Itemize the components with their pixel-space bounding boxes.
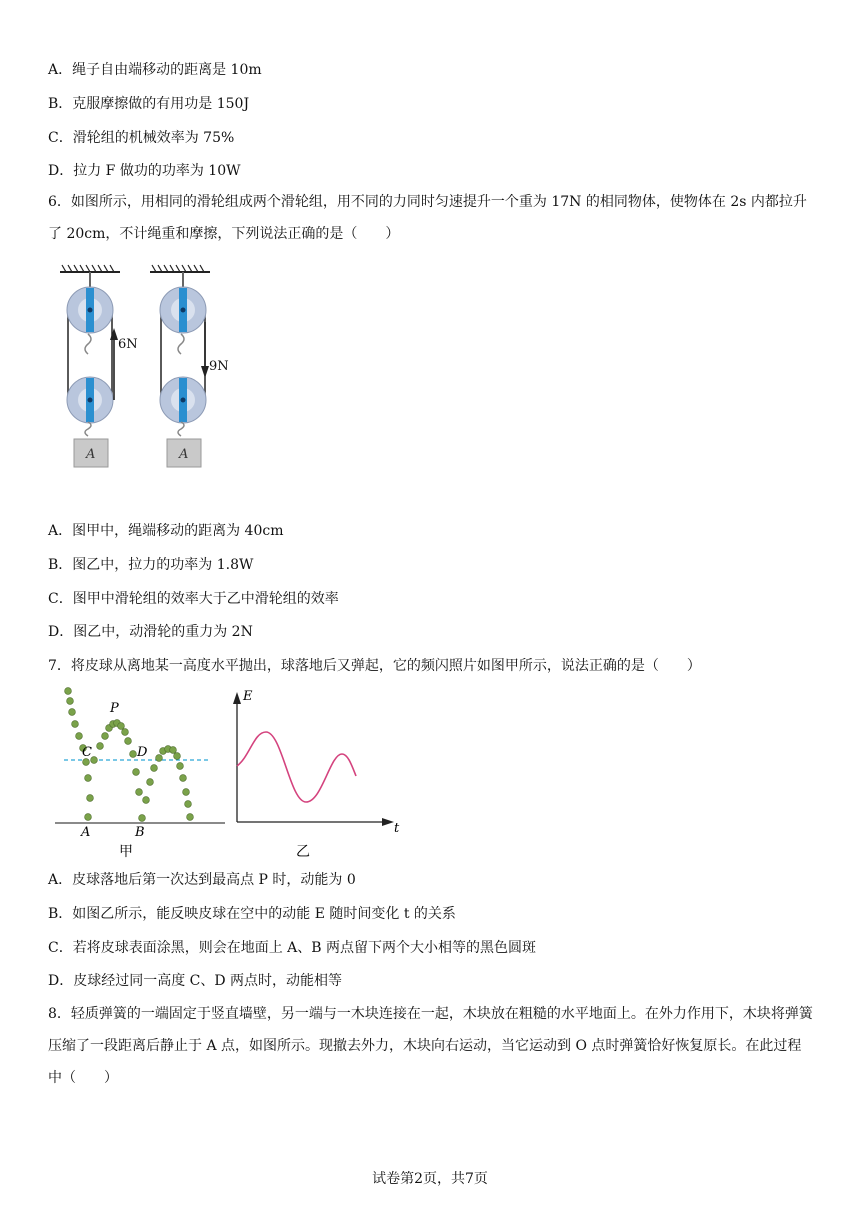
q7-figure xyxy=(50,686,410,862)
energy-curve xyxy=(237,732,356,802)
q7-option-c: C．若将皮球表面涂黑，则会在地面上 A、B 两点留下两个大小相等的黑色圆斑 xyxy=(48,940,537,956)
q7-option-d: D．皮球经过同一高度 C、D 两点时，动能相等 xyxy=(48,973,343,989)
x-axis-label: t xyxy=(394,821,400,836)
q6-option-a: A．图甲中，绳端移动的距离为 40cm xyxy=(48,523,284,539)
y-axis-label: E xyxy=(243,689,253,704)
label-p: P xyxy=(110,701,119,716)
force-label-left: 6N xyxy=(118,337,138,352)
force-label-right: 9N xyxy=(209,359,229,374)
label-a: A xyxy=(81,825,91,840)
q5-option-d: D．拉力 F 做功的功率为 10W xyxy=(48,163,241,179)
label-d: D xyxy=(137,745,148,760)
block-label-right: A xyxy=(179,447,189,462)
q6-stem: 6．如图所示，用相同的滑轮组成两个滑轮组，用不同的力同时匀速提升一个重为 17N 的相同物体，使物体在 2s 内都拉升了 20cm，不计绳重和摩擦，下列说法正确的是（ ） xyxy=(48,194,807,242)
page-footer: 试卷第2页，共7页 xyxy=(372,1171,488,1187)
q6-option-b: B．图乙中，拉力的功率为 1.8W xyxy=(48,557,254,573)
caption-jia: 甲 xyxy=(119,844,133,860)
q6-option-d: D．图乙中，动滑轮的重力为 2N xyxy=(48,624,253,640)
caption-yi: 乙 xyxy=(296,844,310,860)
q7-stem: 7．将皮球从离地某一高度水平抛出，球落地后又弹起，它的频闪照片如图甲所示，说法正确的是（ ） xyxy=(48,658,701,674)
q6-pulley-figure xyxy=(50,262,230,472)
q5-option-b: B．克服摩擦做的有用功是 150J xyxy=(48,96,250,112)
q5-option-a: A．绳子自由端移动的距离是 10m xyxy=(48,62,262,78)
q7-option-a: A．皮球落地后第一次达到最高点 P 时，动能为 0 xyxy=(48,872,356,888)
q7-option-b: B．如图乙所示，能反映皮球在空中的动能 E 随时间变化 t 的关系 xyxy=(48,906,456,922)
q8-stem: 8．轻质弹簧的一端固定于竖直墙壁，另一端与一木块连接在一起，木块放在粗糙的水平地面上。在外力作用下，木块将弹簧压缩了一段距离后静止于 A 点，如图所示。现撤去外力，木块向右运动，当它运动到 O 点时弹簧恰好恢复原长。在此过程中（ ） xyxy=(48,1006,813,1086)
q5-option-c: C．滑轮组的机械效率为 75% xyxy=(48,130,235,146)
label-b: B xyxy=(135,825,145,840)
label-c: C xyxy=(82,745,92,760)
q6-option-c: C．图甲中滑轮组的效率大于乙中滑轮组的效率 xyxy=(48,591,339,607)
block-label-left: A xyxy=(86,447,96,462)
